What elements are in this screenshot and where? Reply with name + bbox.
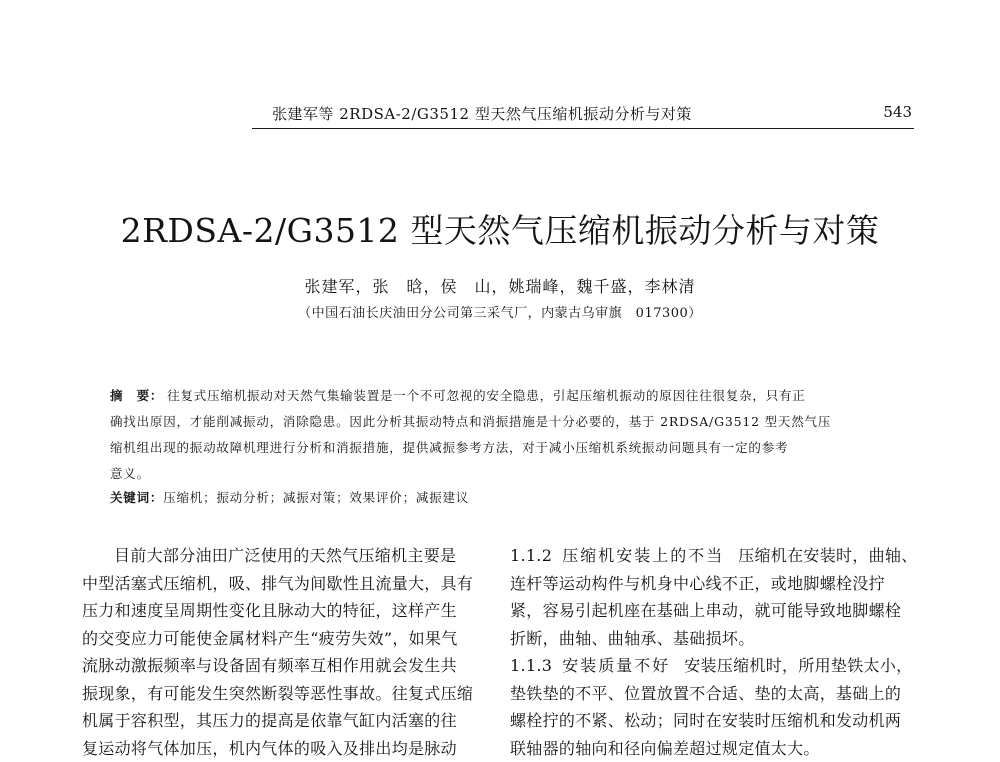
paragraph-line: 流脉动激振频率与设备固有频率互相作用就会发生共 <box>82 652 494 680</box>
keywords-text: 压缩机；振动分析；减振对策；效果评价；减振建议 <box>163 490 469 505</box>
keywords <box>110 488 895 506</box>
header-rule <box>252 128 914 129</box>
paragraph-line: 连杆等运动构件与机身中心线不正，或地脚螺栓没拧 <box>510 570 930 598</box>
paragraph-line: 机属于容积型，其压力的提高是依靠气缸内活塞的往 <box>82 707 494 735</box>
section-title: 压缩机安装上的不当 <box>562 546 724 565</box>
authors: 张建军，张 晗，侯 山，姚瑞峰，魏千盛，李林清 <box>0 274 1000 297</box>
paragraph-line: 紧，容易引起机座在基础上串动，就可能导致地脚螺栓 <box>510 597 930 625</box>
section-heading-1-1-3 <box>510 652 930 680</box>
paragraph-line: 复运动将气体加压，机内气体的吸入及排出均是脉动 <box>82 735 494 762</box>
abstract-label: 摘 要： <box>110 388 163 403</box>
running-head-text: 张建军等 2RDSA-2/G3512 型天然气压缩机振动分析与对策 <box>272 103 692 124</box>
abstract <box>110 383 895 487</box>
abstract-line: 意义。 <box>110 461 895 487</box>
body-left-column <box>82 542 494 762</box>
section-title: 安装质量不好 <box>562 656 670 675</box>
abstract-line: 确找出原因，才能削减振动，消除隐患。因此分析其振动特点和消振措施是十分必要的，基于 2RDSA/G3512 型天然气压 <box>110 409 895 435</box>
section-text: 压缩机在安装时，曲轴、 <box>738 546 917 565</box>
section-number: 1.1.3 <box>510 656 552 675</box>
paragraph-line: 的交变应力可能使金属材料产生“疲劳失效”，如果气 <box>82 625 494 653</box>
abstract-line <box>110 383 895 409</box>
body-right-column <box>510 542 930 762</box>
page-number: 543 <box>883 103 912 121</box>
paragraph-line: 垫铁垫的不平、位置放置不合适、垫的太高，基础上的 <box>510 680 930 708</box>
paper-title: 2RDSA-2/G3512 型天然气压缩机振动分析与对策 <box>0 205 1000 252</box>
paragraph-line: 压力和速度呈周期性变化且脉动大的特征，这样产生 <box>82 597 494 625</box>
abstract-text: 往复式压缩机振动对天然气集输装置是一个不可忽视的安全隐患，引起压缩机振动的原因往往很复杂，只有正 <box>167 388 805 403</box>
running-head <box>252 103 912 125</box>
paragraph-line: 折断，曲轴、曲轴承、基础损坏。 <box>510 625 930 653</box>
paragraph-line: 联轴器的轴向和径向偏差超过规定值太大。 <box>510 735 930 762</box>
paragraph-line: 螺栓拧的不紧、松动；同时在安装时压缩机和发动机两 <box>510 707 930 735</box>
affiliation: （中国石油长庆油田分公司第三采气厂，内蒙古乌审旗 017300） <box>0 302 1000 321</box>
keywords-label: 关键词： <box>110 490 163 505</box>
abstract-line: 缩机组出现的振动故障机理进行分析和消振措施，提供减振参考方法，对于减小压缩机系统振动问题具有一定的参考 <box>110 435 895 461</box>
section-heading-1-1-2 <box>510 542 930 570</box>
paragraph-line: 振现象，有可能发生突然断裂等恶性事故。往复式压缩 <box>82 680 494 708</box>
paragraph-line: 目前大部分油田广泛使用的天然气压缩机主要是 <box>82 542 494 570</box>
paragraph-line: 中型活塞式压缩机，吸、排气为间歇性且流量大，具有 <box>82 570 494 598</box>
section-text: 安装压缩机时，所用垫铁太小， <box>684 656 912 675</box>
section-number: 1.1.2 <box>510 546 552 565</box>
